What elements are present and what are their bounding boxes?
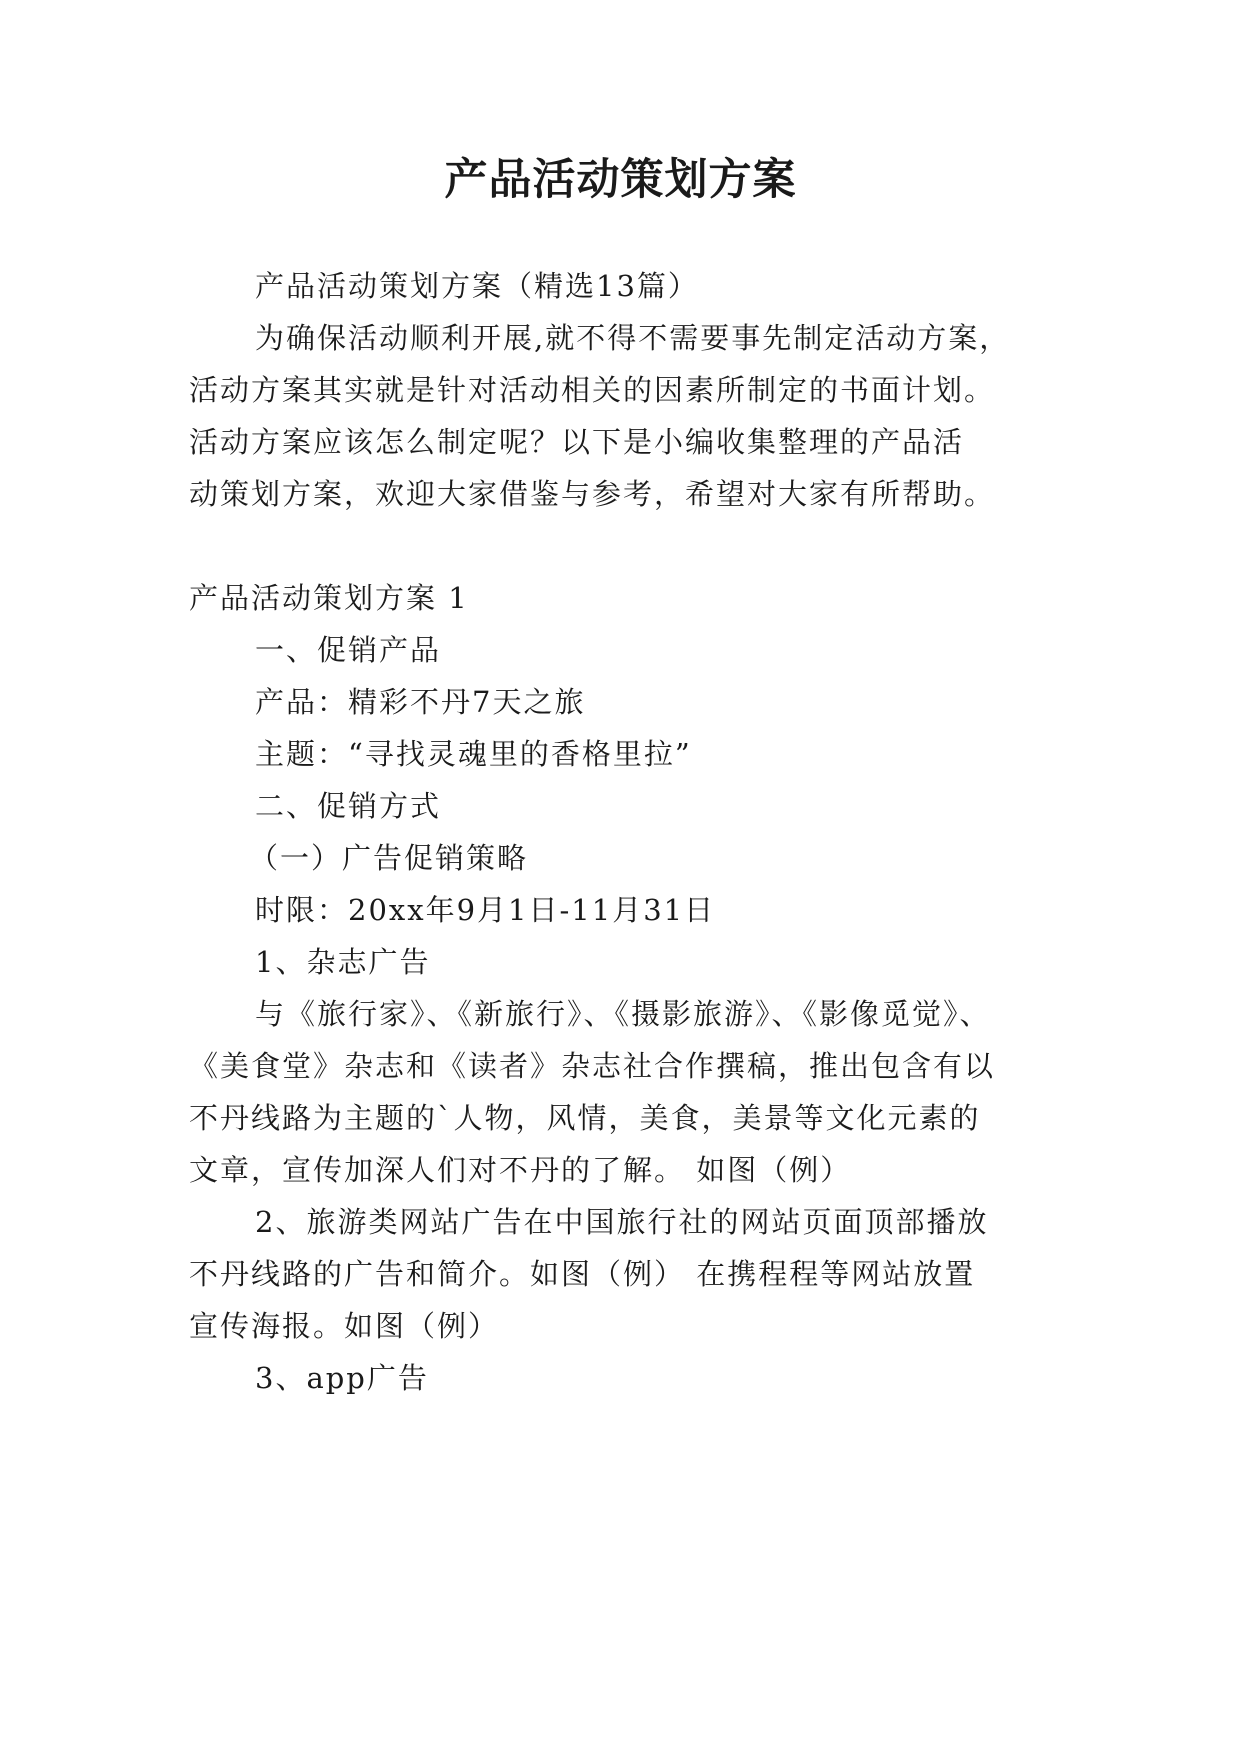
product-line: 产品：精彩不丹7天之旅 bbox=[255, 685, 586, 719]
theme-line: 主题：“寻找灵魂里的香格里拉” bbox=[255, 737, 692, 771]
item1-heading: 1、杂志广告 bbox=[255, 945, 431, 979]
item2-paragraph-line: 不丹线路的广告和简介。如图（例） 在携程程等网站放置 bbox=[189, 1257, 976, 1291]
promo-method-heading: 二、促销方式 bbox=[255, 789, 442, 823]
item1-paragraph-line: 不丹线路为主题的`人物，风情，美食，美景等文化元素的 bbox=[189, 1101, 981, 1135]
document-title: 产品活动策划方案 bbox=[444, 155, 797, 205]
item3-heading: 3、app广告 bbox=[255, 1361, 429, 1395]
item2-paragraph-line: 2、旅游类网站广告在中国旅行社的网站页面顶部播放 bbox=[255, 1205, 989, 1239]
intro-paragraph-line: 动策划方案，欢迎大家借鉴与参考，希望对大家有所帮助。 bbox=[189, 477, 996, 511]
item1-paragraph-line: 《美食堂》杂志和《读者》杂志社合作撰稿，推出包含有以 bbox=[189, 1049, 996, 1083]
ad-strategy-heading: （一）广告促销策略 bbox=[249, 841, 529, 875]
promo-product-heading: 一、促销产品 bbox=[255, 633, 442, 667]
intro-paragraph-line: 活动方案其实就是针对活动相关的因素所制定的书面计划。 bbox=[189, 373, 996, 407]
section-heading: 产品活动策划方案 1 bbox=[189, 581, 469, 615]
intro-subtitle: 产品活动策划方案（精选13篇） bbox=[255, 269, 699, 303]
item2-paragraph-line: 宣传海报。如图（例） bbox=[189, 1309, 500, 1343]
intro-paragraph-line: 活动方案应该怎么制定呢？以下是小编收集整理的产品活 bbox=[189, 425, 965, 459]
time-limit-line: 时限：20xx年9月1日-11月31日 bbox=[255, 893, 716, 927]
item1-paragraph-line: 与《旅行家》、《新旅行》、《摄影旅游》、《影像觅觉》、 bbox=[255, 997, 991, 1031]
intro-paragraph-line: 为确保活动顺利开展,就不得不需要事先制定活动方案， bbox=[255, 321, 1011, 355]
item1-paragraph-line: 文章，宣传加深人们对不丹的了解。 如图（例） bbox=[189, 1153, 852, 1187]
